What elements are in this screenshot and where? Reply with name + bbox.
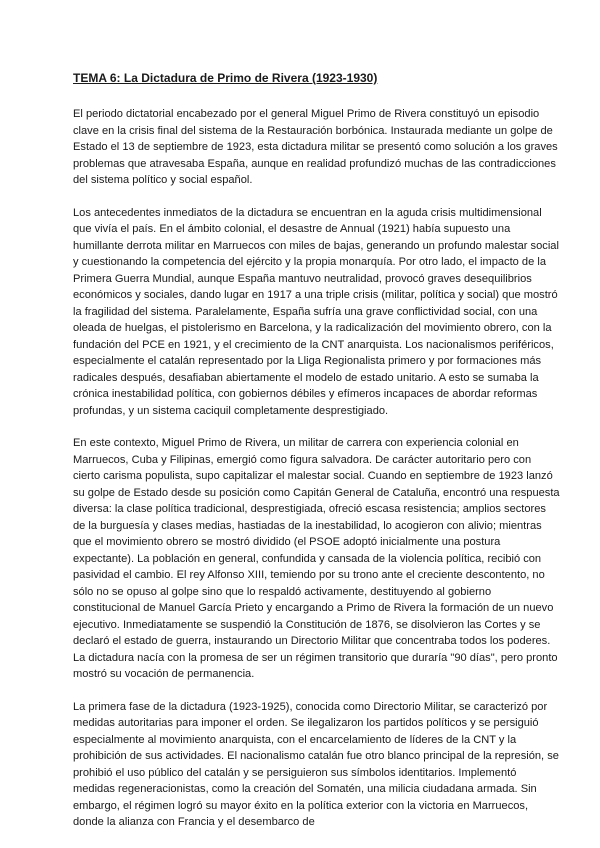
paragraph-military-directory: La primera fase de la dictadura (1923-1925), conocida como Directorio Militar, se caracterizó por medidas autoritarias para imponer el orden. Se ilegalizaron los partidos políticos y se persiguió especialmente al movimiento anarquista, con el encarcelamiento de líderes de la CNT y la prohibición de sus actividades. El nacionalismo catalán fue otro blanco principal de la represión, se prohibió el uso público del catalán y se persiguieron sus símbolos identitarios. Implementó medidas regeneracionistas, como la creación del Somatén, una milicia ciudadana armada. Sin embargo, el régimen logró su mayor éxito en la política exterior con la victoria en Marruecos, donde la alianza con Francia y el desembarco de — [73, 700, 559, 828]
paragraph-context: En este contexto, Miguel Primo de Rivera, un militar de carrera con experiencia colonial en Marruecos, Cuba y Filipinas, emergió como figura salvadora. De carácter autoritario pero con cierto carisma populista, supo capitalizar el malestar social. Cuando en septiembre de 1923 lanzó su golpe de Estado desde su posición como Capitán General de Cataluña, encontró una respuesta diversa: la clase política tradicional, desprestigiada, ofreció escasa resistencia; amplios sectores de la burguesía y clases medias, hastiadas de la inestabilidad, lo acogieron con alivio; mientras que el movimiento obrero se mostró dividido (el PSOE adoptó inicialmente una postura expectante). La población en general, confundida y cansada de la violencia política, recibió con pasividad el cambio. El rey Alfonso XIII, temiendo por su trono ante el creciente descontento, no sólo no se opuso al golpe sino que lo respaldó activamente, destituyendo al gobierno constitucional de Manuel García Prieto y encargando a Primo de Rivera la formación de un nuevo ejecutivo. Inmediatamente se suspendió la Constitución de 1876, se disolvieron las Cortes y se declaró el estado de guerra, instaurando un Directorio Militar que concentraba todos los poderes. La dictadura nacía con la promesa de ser un régimen transitorio que duraría "90 días", pero pronto mostró su vocación de permanencia. — [73, 437, 560, 680]
document-title: TEMA 6: La Dictadura de Primo de Rivera (1923-1930) — [73, 71, 378, 85]
paragraph-introduction: El periodo dictatorial encabezado por el general Miguel Primo de Rivera constituyó un episodio clave en la crisis final del sistema de la Restauración borbónica. Instaurada mediante un golpe de Estado el 13 de septiembre de 1923, esta dictadura militar se presentó como solución a los graves problemas que atravesaba España, aunque en realidad profundizó muchas de las contradicciones del sistema político y social español. — [73, 108, 558, 186]
paragraph-antecedents: Los antecedentes inmediatos de la dictadura se encuentran en la aguda crisis multidimensional que vivía el país. En el ámbito colonial, el desastre de Annual (1921) había supuesto una humillante derrota militar en Marruecos con miles de bajas, generando un profundo malestar social y cuestionando la competencia del ejército y la propia monarquía. Por otro lado, el impacto de la Primera Guerra Mundial, aunque España mantuvo neutralidad, provocó graves desequilibrios económicos y sociales, dando lugar en 1917 a una triple crisis (militar, política y social) que mostró la fragilidad del sistema. Paralelamente, España sufría una grave conflictividad social, con una oleada de huelgas, el pistolerismo en Barcelona, y la radicalización del movimiento obrero, con la fundación del PCE en 1921, y el crecimiento de la CNT anarquista. Los nacionalismos periféricos, especialmente el catalán representado por la Lliga Regionalista primero y por formaciones más radicales después, desafiaban abiertamente el modelo de estado unitario. A esto se sumaba la crónica inestabilidad política, con gobiernos débiles y efímeros incapaces de abordar reformas profundas, y un sistema caciquil completamente desprestigiado. — [73, 206, 559, 417]
